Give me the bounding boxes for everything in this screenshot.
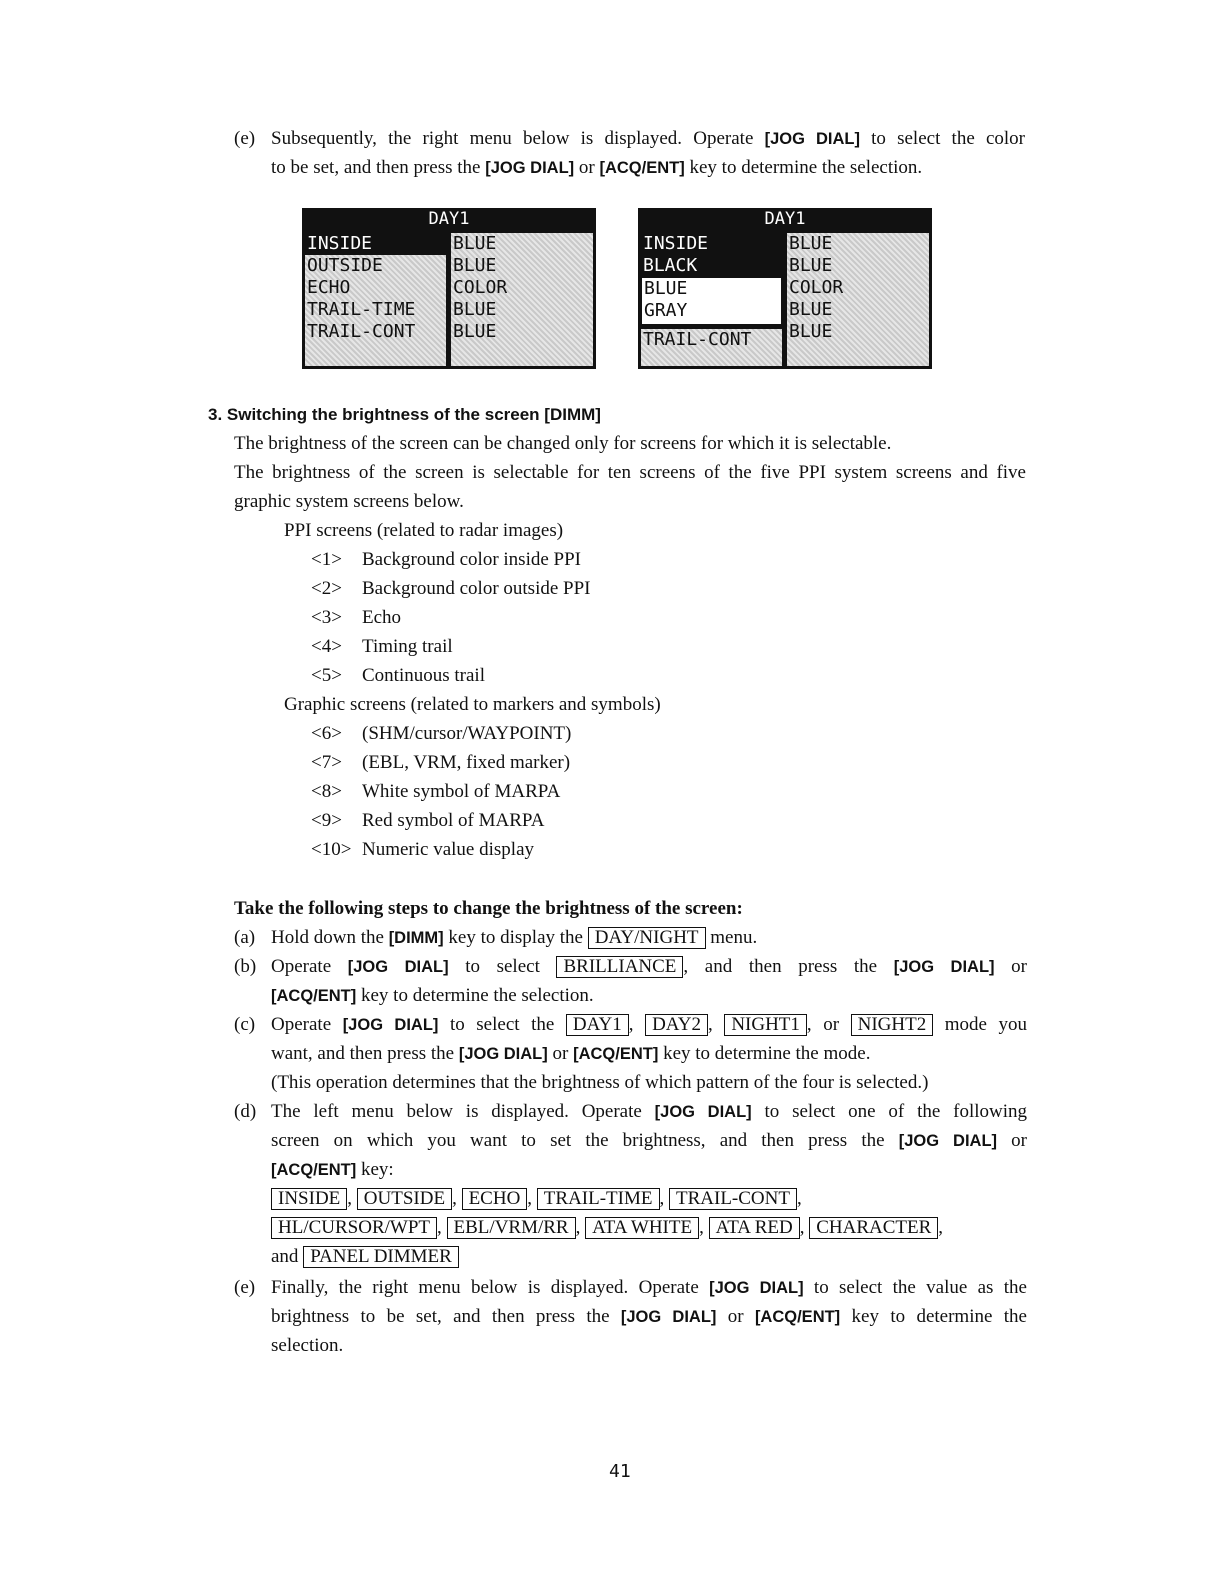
list-item-number: <1> — [311, 549, 342, 570]
list-item-number: <7> — [311, 752, 342, 773]
step-c-mark: (c) — [234, 1014, 256, 1035]
trail-time-box: TRAIL-TIME — [537, 1188, 660, 1210]
step-a-line: Hold down the [DIMM] key to display the DAY/NIGHT menu. — [271, 927, 758, 948]
menu-left-value-pane — [451, 233, 593, 366]
trail-cont-box: TRAIL-CONT — [669, 1188, 797, 1210]
list-item-text: (EBL, VRM, fixed marker) — [362, 752, 571, 773]
popup-option[interactable]: GRAY — [644, 300, 688, 321]
list-item-text: (SHM/cursor/WAYPOINT) — [362, 723, 572, 744]
section-p1: The brightness of the screen can be changed only for screens for which it is selectable. — [234, 433, 892, 454]
menu-right-value: BLUE — [789, 321, 833, 342]
menu-right-value: COLOR — [789, 277, 844, 298]
menu-left-label-pane — [305, 233, 446, 366]
color-popup[interactable] — [641, 277, 782, 325]
inside-box: INSIDE — [271, 1188, 347, 1210]
step-e-line2: to be set, and then press the [JOG DIAL] or [ACQ/ENT] key to determine the selection. — [271, 157, 923, 178]
step-d-boxes-row1: INSIDE , OUTSIDE , ECHO , TRAIL-TIME , TRAIL-CONT , — [271, 1188, 802, 1210]
outside-box: OUTSIDE — [357, 1188, 452, 1210]
step-e-mark: (e) — [234, 128, 256, 149]
ata-red-box: ATA RED — [709, 1217, 800, 1239]
section-p2-line1: The brightness of the screen is selectable for ten screens of the five PPI system screens and five — [234, 462, 1026, 483]
page-number: 41 — [609, 1461, 631, 1482]
graphic-heading: Graphic screens (related to markers and symbols) — [284, 694, 661, 715]
step-e-line1: Subsequently, the right menu below is displayed. Operate [JOG DIAL] to select the color — [271, 128, 1025, 149]
menu-left-label[interactable]: TRAIL-TIME — [307, 299, 416, 320]
step-e2-line2: brightness to be set, and then press the [JOG DIAL] or [ACQ/ENT] key to determine the — [271, 1306, 1027, 1327]
list-item-number: <10> — [311, 839, 352, 860]
menu-right-value: BLUE — [789, 255, 833, 276]
menu-left-label[interactable]: ECHO — [307, 277, 351, 298]
daynight-menu-box: DAY/NIGHT — [588, 927, 706, 949]
list-item-text: Timing trail — [362, 636, 453, 657]
menu-right-value-pane — [787, 233, 929, 366]
list-item-text: Background color inside PPI — [362, 549, 582, 570]
step-b-line1: Operate [JOG DIAL] to select BRILLIANCE , and then press the [JOG DIAL] or — [271, 956, 1027, 977]
menu-left — [302, 208, 596, 369]
hl-cursor-wpt-box: HL/CURSOR/WPT — [271, 1217, 437, 1239]
step-e2-mark: (e) — [234, 1277, 256, 1298]
ebl-vrm-rr-box: EBL/VRM/RR — [447, 1217, 576, 1239]
step-d-mark: (d) — [234, 1101, 257, 1122]
day2-box: DAY2 — [645, 1014, 708, 1036]
step-d-boxes-row2: HL/CURSOR/WPT , EBL/VRM/RR , ATA WHITE , ATA RED , CHARACTER , — [271, 1217, 943, 1239]
list-item-number: <2> — [311, 578, 342, 599]
night1-box: NIGHT1 — [724, 1014, 807, 1036]
steps-heading: Take the following steps to change the brightness of the screen: — [234, 898, 743, 919]
popup-option[interactable]: BLUE — [644, 278, 688, 299]
section-heading: 3. Switching the brightness of the screen [DIMM] — [208, 405, 601, 424]
step-c-line1: Operate [JOG DIAL] to select the DAY1 , DAY2 , NIGHT1 , or NIGHT2 mode you — [271, 1014, 1028, 1035]
list-item-text: Continuous trail — [362, 665, 485, 686]
step-d-line3: [ACQ/ENT] key: — [271, 1159, 394, 1180]
menu-left-value: COLOR — [453, 277, 508, 298]
list-item-text: Background color outside PPI — [362, 578, 591, 599]
section-p2-line2: graphic system screens below. — [234, 491, 464, 512]
step-b-mark: (b) — [234, 956, 257, 977]
menu-right-value: BLUE — [789, 299, 833, 320]
list-item-text: White symbol of MARPA — [362, 781, 561, 802]
menu-right-label[interactable]: TRAIL-CONT — [641, 329, 782, 366]
menu-right-label[interactable]: INSIDE — [643, 233, 709, 254]
list-item-number: <3> — [311, 607, 342, 628]
list-item-text: Echo — [362, 607, 402, 628]
list-item-number: <5> — [311, 665, 342, 686]
list-item-text: Red symbol of MARPA — [362, 810, 545, 831]
brilliance-box: BRILLIANCE — [556, 956, 683, 978]
list-item-number: <9> — [311, 810, 342, 831]
ppi-heading: PPI screens (related to radar images) — [284, 520, 564, 541]
step-e2-line1: Finally, the right menu below is displayed. Operate [JOG DIAL] to select the value as the — [271, 1277, 1027, 1298]
night2-box: NIGHT2 — [851, 1014, 934, 1036]
menu-left-label[interactable]: OUTSIDE — [307, 255, 383, 276]
menu-right-label[interactable]: BLACK — [643, 255, 698, 276]
panel-dimmer-box: PANEL DIMMER — [303, 1246, 459, 1268]
step-d-line1: The left menu below is displayed. Operate [JOG DIAL] to select one of the following — [271, 1101, 1027, 1122]
menu-right-label-pane — [641, 233, 782, 366]
list-item-number: <4> — [311, 636, 342, 657]
menu-left-value: BLUE — [453, 255, 497, 276]
list-item-number: <8> — [311, 781, 342, 802]
list-item-text: Numeric value display — [362, 839, 535, 860]
step-c-line3: (This operation determines that the brightness of which pattern of the four is selected.) — [271, 1072, 929, 1093]
echo-box: ECHO — [462, 1188, 528, 1210]
step-c-line2: want, and then press the [JOG DIAL] or [ACQ/ENT] key to determine the mode. — [271, 1043, 871, 1064]
step-e2-line3: selection. — [271, 1335, 344, 1356]
menu-left-value: BLUE — [453, 321, 497, 342]
menu-left-title: DAY1 — [428, 209, 470, 229]
menu-left-label[interactable]: INSIDE — [305, 233, 446, 255]
menu-left-value: BLUE — [453, 233, 497, 254]
day1-box: DAY1 — [566, 1014, 629, 1036]
ata-white-box: ATA WHITE — [585, 1217, 699, 1239]
list-item-number: <6> — [311, 723, 342, 744]
step-d-boxes-row3: and PANEL DIMMER — [271, 1246, 459, 1268]
menu-right-value: BLUE — [789, 233, 833, 254]
menu-right-title: DAY1 — [764, 209, 806, 229]
menu-left-label[interactable]: TRAIL-CONT — [307, 321, 416, 342]
step-a-mark: (a) — [234, 927, 256, 948]
step-d-line2: screen on which you want to set the brightness, and then press the [JOG DIAL] or — [271, 1130, 1028, 1151]
character-box: CHARACTER — [809, 1217, 938, 1239]
step-b-line2: [ACQ/ENT] key to determine the selection. — [271, 985, 594, 1006]
menu-right — [638, 208, 932, 369]
menu-left-value: BLUE — [453, 299, 497, 320]
